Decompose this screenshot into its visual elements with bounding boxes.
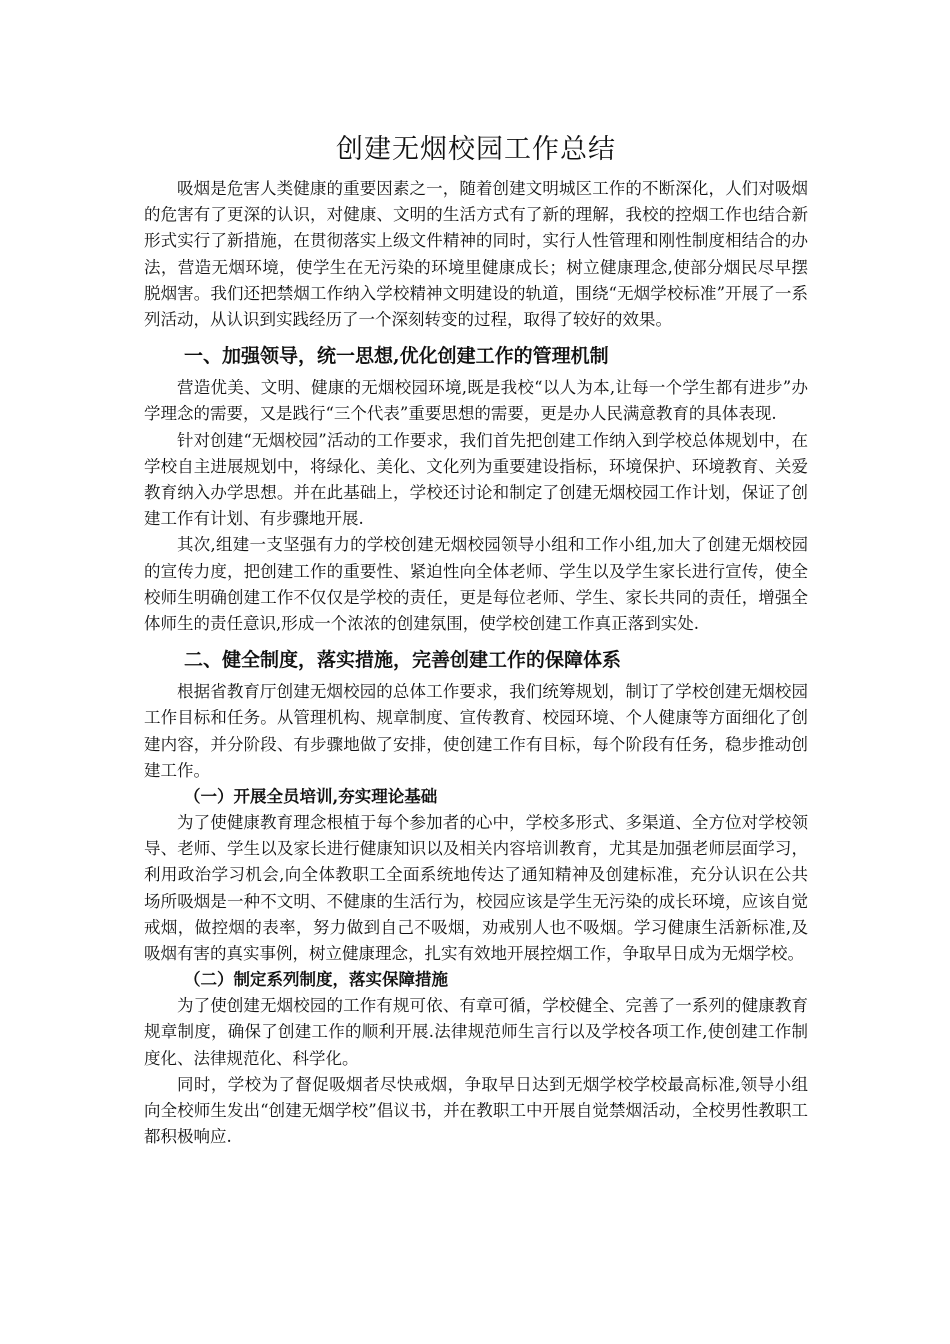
document-title: 创建无烟校园工作总结 xyxy=(336,134,616,165)
subsection-2-heading: （二）制定系列制度，落实保障措施 xyxy=(184,970,448,990)
subsection-2-paragraph-2: 同时，学校为了督促吸烟者尽快戒烟，争取早日达到无烟学校学校最高标准,领导小组向全校师生发出“创建无烟学校”倡议书，并在教职工中开展自觉禁烟活动，全校男性教职工都积极响应. xyxy=(144,1074,808,1147)
document-page xyxy=(144,130,808,1151)
section-1-heading: 一、加强领导，统一思想,优化创建工作的管理机制 xyxy=(184,345,609,368)
section-1-paragraph-1: 营造优美、文明、健康的无烟校园环境,既是我校“以人为本,让每一个学生都有进步”办学理念的需要，又是践行“三个代表”重要思想的需要，更是办人民满意教育的具体表现. xyxy=(144,378,808,424)
subsection-1-heading: （一）开展全员培训,夯实理论基础 xyxy=(184,787,438,807)
section-2-heading: 二、健全制度，落实措施，完善创建工作的保障体系 xyxy=(184,649,622,672)
section-1-paragraph-3: 其次,组建一支坚强有力的学校创建无烟校园领导小组和工作小组,加大了创建无烟校园的宣传力度，把创建工作的重要性、紧迫性向全体老师、学生以及学生家长进行宣传，使全校师生明确创建工作不仅仅是学校的责任，更是每位老师、学生、家长共同的责任，增强全体师生的责任意识,形成一个浓浓的创建氛围，使学校创建工作真正落到实处. xyxy=(144,535,808,634)
intro-paragraph: 吸烟是危害人类健康的重要因素之一，随着创建文明城区工作的不断深化，人们对吸烟的危害有了更深的认识，对健康、文明的生活方式有了新的理解，我校的控烟工作也结合新形式实行了新措施，在贯彻落实上级文件精神的同时，实行人性管理和刚性制度相结合的办法，营造无烟环境，使学生在无污染的环境里健康成长；树立健康理念,使部分烟民尽早摆脱烟害。我们还把禁烟工作纳入学校精神文明建设的轨道，围绕“无烟学校标准”开展了一系列活动，从认识到实践经历了一个深刻转变的过程，取得了较好的效果。 xyxy=(144,179,808,330)
subsection-2-paragraph-1: 为了使创建无烟校园的工作有规可依、有章可循，学校健全、完善了一系列的健康教育规章制度，确保了创建工作的顺利开展.法律规范师生言行以及学校各项工作,使创建工作制度化、法律规范化、科学化。 xyxy=(144,996,808,1068)
section-1-paragraph-2: 针对创建“无烟校园”活动的工作要求，我们首先把创建工作纳入到学校总体规划中，在学校自主进展规划中，将绿化、美化、文化列为重要建设指标，环境保护、环境教育、关爱教育纳入办学思想。并在此基础上，学校还讨论和制定了创建无烟校园工作计划，保证了创建工作有计划、有步骤地开展. xyxy=(144,430,808,529)
section-2-paragraph-1: 根据省教育厅创建无烟校园的总体工作要求，我们统筹规划，制订了学校创建无烟校园工作目标和任务。从管理机构、规章制度、宣传教育、校园环境、个人健康等方面细化了创建内容，并分阶段、有步骤地做了安排，使创建工作有目标，每个阶段有任务，稳步推动创建工作。 xyxy=(144,682,808,780)
subsection-1-paragraph: 为了使健康教育理念根植于每个参加者的心中，学校多形式、多渠道、全方位对学校领导、老师、学生以及家长进行健康知识以及相关内容培训教育，尤其是加强老师层面学习，利用政治学习机会,向全体教职工全面系统地传达了通知精神及创建标准，充分认识在公共场所吸烟是一种不文明、不健康的生活行为，校园应该是学生无污染的成长环境，应该自觉戒烟，做控烟的表率，努力做到自己不吸烟，劝戒别人也不吸烟。学习健康生活新标准,及吸烟有害的真实事例，树立健康理念，扎实有效地开展控烟工作，争取早日成为无烟学校。 xyxy=(144,813,808,964)
